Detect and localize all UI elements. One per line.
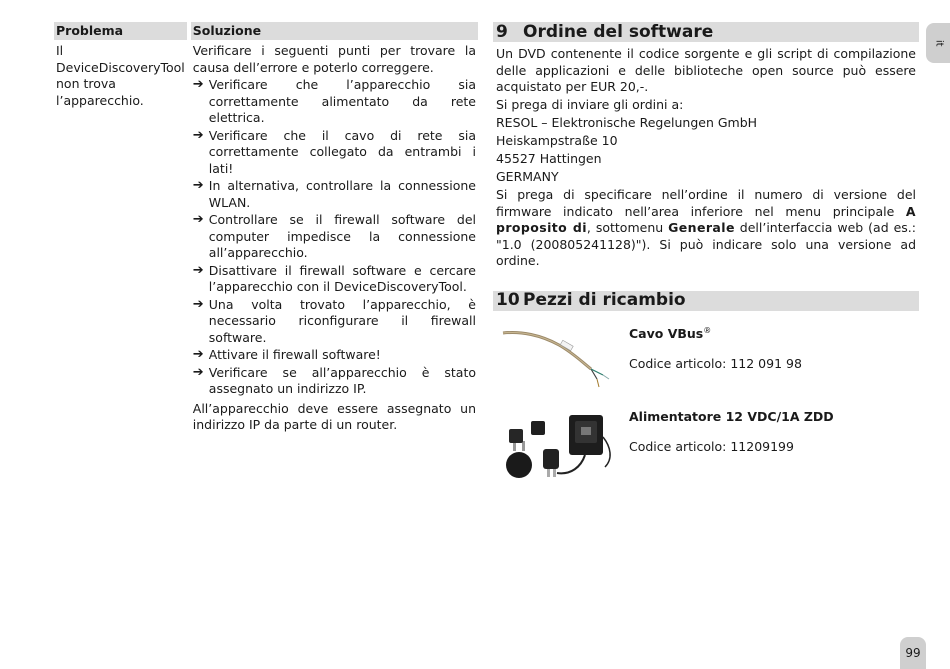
part-name: Cavo VBus® — [629, 325, 712, 341]
power-adapter-image — [501, 407, 619, 485]
problem-cell: Il DeviceDiscoveryTool non trova l’apparecchio. — [56, 43, 185, 108]
solution-step: ➔ Una volta trovato l’apparecchio, è necessario riconfigurare il firewall software. — [192, 296, 476, 345]
menu-name: A proposito di — [496, 203, 916, 235]
paragraph: Si prega di specificare nell’ordine il numero di versione del firmware indicato nell’area inferiore nel menu principale A proposito di, sottomenu Generale dell’interfaccia web (ad es.: "1.0 (200805241128)"). Si può indicare solo una versione ad ordine. — [496, 187, 916, 268]
arrow-right-icon: ➔ — [192, 296, 204, 312]
solution-closing: All’apparecchio deve essere assegnato un indirizzo IP da parte di un router. — [192, 400, 476, 432]
troubleshooting-section — [54, 22, 478, 435]
submenu-name: Generale — [668, 220, 735, 235]
solution-intro: Verificare i seguenti punti per trovare la causa dell’errore e poterlo correggere. — [192, 43, 476, 75]
arrow-right-icon: ➔ — [192, 178, 204, 193]
part-code: Codice articolo: 11209199 — [629, 439, 794, 454]
part-name: Alimentatore 12 VDC/1A ZDD — [629, 408, 834, 424]
arrow-right-icon: ➔ — [192, 262, 204, 278]
arrow-right-icon: ➔ — [192, 364, 204, 380]
section-number: 10 — [496, 290, 520, 311]
solution-cell — [191, 40, 478, 435]
software-order-text — [493, 42, 919, 270]
troubleshooting-table — [54, 22, 478, 435]
solution-step: ➔ Verificare se all’apparecchio è stato assegnato un indirizzo IP. — [192, 364, 476, 396]
solution-step: ➔ Controllare se il firewall software del computer impedisce la connessione all’apparecchio. — [192, 212, 476, 260]
address-line: Heiskampstraße 10 — [496, 133, 618, 148]
solution-step: ➔ Attivare il firewall software! — [192, 347, 381, 362]
arrow-right-icon: ➔ — [192, 77, 204, 92]
section-title: Pezzi di ricambio — [523, 290, 686, 311]
solution-step: ➔ Verificare che il cavo di rete sia correttamente collegato da entrambi i lati! — [192, 127, 476, 176]
address-line: RESOL – Elektronische Regelungen GmbH — [496, 115, 758, 130]
section-number: 9 — [496, 21, 508, 42]
section-title: Ordine del software — [523, 21, 714, 42]
section-9-heading — [493, 22, 919, 42]
arrow-right-icon: ➔ — [192, 212, 204, 227]
address-line: 45527 Hattingen — [496, 151, 602, 166]
solution-step: ➔ In alternativa, controllare la connessione WLAN. — [192, 178, 476, 210]
arrow-right-icon: ➔ — [192, 127, 204, 143]
part-code: Codice articolo: 112 091 98 — [629, 356, 802, 372]
right-column — [493, 22, 919, 488]
solution-step: ➔ Verificare che l’apparecchio sia correttamente alimentato da rete elettrica. — [192, 77, 476, 125]
section-10-heading — [493, 291, 919, 311]
paragraph: Si prega di inviare gli ordini a: — [496, 97, 684, 112]
vbus-cable-image — [501, 321, 619, 399]
language-tab — [926, 23, 950, 63]
paragraph: Un DVD contenente il codice sorgente e gli script di compilazione delle applicazioni e delle biblioteche open source può essere acquistato per EUR 20,-. — [496, 46, 916, 94]
language-code: it — [933, 39, 945, 47]
spare-part — [493, 317, 919, 402]
header-problem: Problema — [54, 22, 187, 40]
page-number: 99 — [900, 637, 926, 669]
arrow-right-icon: ➔ — [192, 347, 204, 362]
header-solution: Soluzione — [191, 22, 478, 40]
spare-part — [493, 403, 919, 488]
address-line: GERMANY — [496, 169, 559, 184]
solution-step: ➔ Disattivare il firewall software e cercare l’apparecchio con il DeviceDiscoveryTool. — [192, 262, 476, 294]
